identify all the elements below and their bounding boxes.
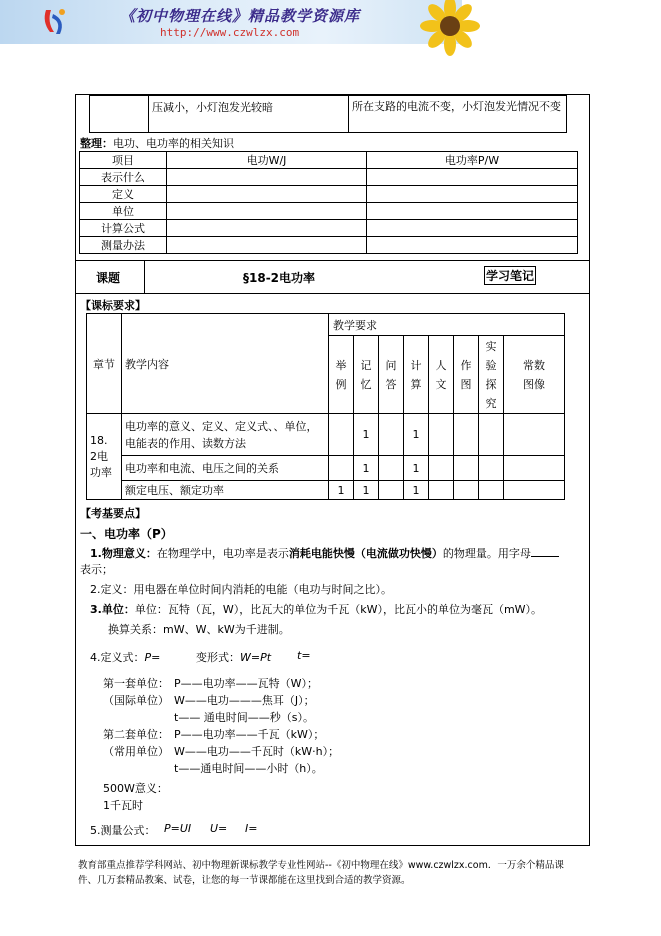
unit-set-2-work: W——电功——千瓦时（kW·h）； <box>174 745 340 758</box>
unit-set-2-label: 第二套单位： <box>103 728 169 741</box>
req-col-drawing: 作 图 <box>454 336 479 414</box>
summary-heading <box>80 135 234 151</box>
summary-row-label: 测量办法 <box>80 237 167 254</box>
summary-table <box>79 151 578 254</box>
point-5-i: I= <box>245 822 258 835</box>
summary-row-label: 定义 <box>80 186 167 203</box>
section-1-title: 一、电功率（P） <box>80 527 173 541</box>
row-content: 额定电压、额定功率 <box>122 481 329 500</box>
unit-set-2-time: t——通电时间——小时（h）。 <box>174 762 323 775</box>
footer-line-1: 教育部重点推荐学科网站、初中物理新课标教学专业性网站--《初中物理在线》www.czwlzx.com．一万余个精品课 <box>78 860 564 871</box>
chapter-cell: 18. 2电 功率 <box>87 414 122 500</box>
unit-set-1-sub: （国际单位） <box>103 694 169 707</box>
site-banner <box>0 0 462 44</box>
unit-set-1-label: 第一套单位： <box>103 677 169 690</box>
req-col-memory: 记 忆 <box>354 336 379 414</box>
summary-header-power: 电功率P/W <box>367 152 578 169</box>
summary-row-label: 单位 <box>80 203 167 220</box>
col-content: 教学内容 <box>122 314 329 414</box>
lesson-title: §18-2电功率 <box>243 271 316 285</box>
unit-set-2-sub: （常用单位） <box>103 745 169 758</box>
req-col-example: 举 例 <box>329 336 354 414</box>
summary-row-label: 计算公式 <box>80 220 167 237</box>
point-5: 5.测量公式： <box>90 824 156 837</box>
row-content: 电功率和电流、电压之间的关系 <box>122 456 329 481</box>
point-4-variant: 变形式：W=Pt <box>196 651 272 664</box>
top-table <box>89 95 567 133</box>
req-col-qa: 问 答 <box>379 336 404 414</box>
point-4-t: t= <box>297 649 311 662</box>
unit-set-1-power: P——电功率——瓦特（W）； <box>174 677 319 690</box>
point-3: 3.单位：单位：瓦特（瓦，W），比瓦大的单位为千瓦（kW），比瓦小的单位为毫瓦（mW）。 <box>90 603 543 616</box>
top-table-right: 所在支路的电流不变，小灯泡发光情况不变 <box>349 96 567 133</box>
top-table-empty-cell <box>90 96 149 133</box>
unit-set-1-work: W——电功———焦耳（J）； <box>174 694 315 707</box>
summary-header-item: 项目 <box>80 152 167 169</box>
point-1-tail: 表示； <box>80 563 113 576</box>
lesson-label: 课题 <box>96 271 121 285</box>
point-5-pui: P=UI <box>164 822 192 835</box>
banner-title: 《初中物理在线》精品教学资源库 <box>120 7 361 25</box>
standards-heading: 【课标要求】 <box>80 299 146 312</box>
point-2: 2.定义：用电器在单位时间内消耗的电能（电功与时间之比）。 <box>90 583 392 596</box>
col-chapter: 章节 <box>87 314 122 414</box>
summary-row-label: 表示什么 <box>80 169 167 186</box>
req-col-calc: 计 算 <box>404 336 429 414</box>
summary-text: 电功、电功率的相关知识 <box>113 137 234 150</box>
w500-meaning: 500W意义： <box>103 782 168 795</box>
unit-set-1-time: t—— 通电时间——秒（s）。 <box>174 711 315 724</box>
col-requirements: 教学要求 <box>329 314 565 336</box>
study-notes-box: 学习笔记 <box>484 266 536 285</box>
req-col-experiment: 实 验 探 究 <box>479 336 504 414</box>
point-1-line: 1.物理意义：在物理学中，电功率是表示消耗电能快慢（电流做功快慢）的物理量。用字母 <box>90 545 559 561</box>
req-col-humanities: 人 文 <box>429 336 454 414</box>
answer-blank[interactable] <box>531 556 559 557</box>
top-table-mid: 压减小，小灯泡发光较暗 <box>149 96 349 133</box>
summary-header-work: 电功W/J <box>167 152 367 169</box>
req-col-constants: 常数 图像 <box>504 336 565 414</box>
summary-label: 整理： <box>80 137 113 150</box>
site-logo-icon <box>40 6 70 38</box>
unit-set-2-power: P——电功率——千瓦（kW）； <box>174 728 325 741</box>
sunflower-image <box>420 0 462 44</box>
point-4: 4.定义式：P= <box>90 651 161 664</box>
banner-url[interactable]: http://www.czwlzx.com <box>160 26 300 39</box>
standards-table: 章节 教学内容 教学要求 举 例 记 忆 问 答 计 算 人 文 作 图 实 验 探 究 常数 图像 18. 2电 功率 电功率的意义、定义、定义式、、单位，电能表的作用、读数方法 1 1 电功率和电流、电压之间的关系 1 1 额定电压、额定功率 1 1 1 <box>86 313 565 500</box>
points-heading: 【考基要点】 <box>80 507 146 520</box>
kwh-text: 1千瓦时 <box>103 799 143 812</box>
row-content: 电功率的意义、定义、定义式、、单位，电能表的作用、读数方法 <box>122 414 329 456</box>
footer-line-2: 件、几万套精品教案、试卷，让您的每一节课都能在这里找到合适的教学资源。 <box>78 875 411 886</box>
point-5-u: U= <box>210 822 228 835</box>
point-3-conversion: 换算关系：mW、W、kW为千进制。 <box>108 623 290 636</box>
